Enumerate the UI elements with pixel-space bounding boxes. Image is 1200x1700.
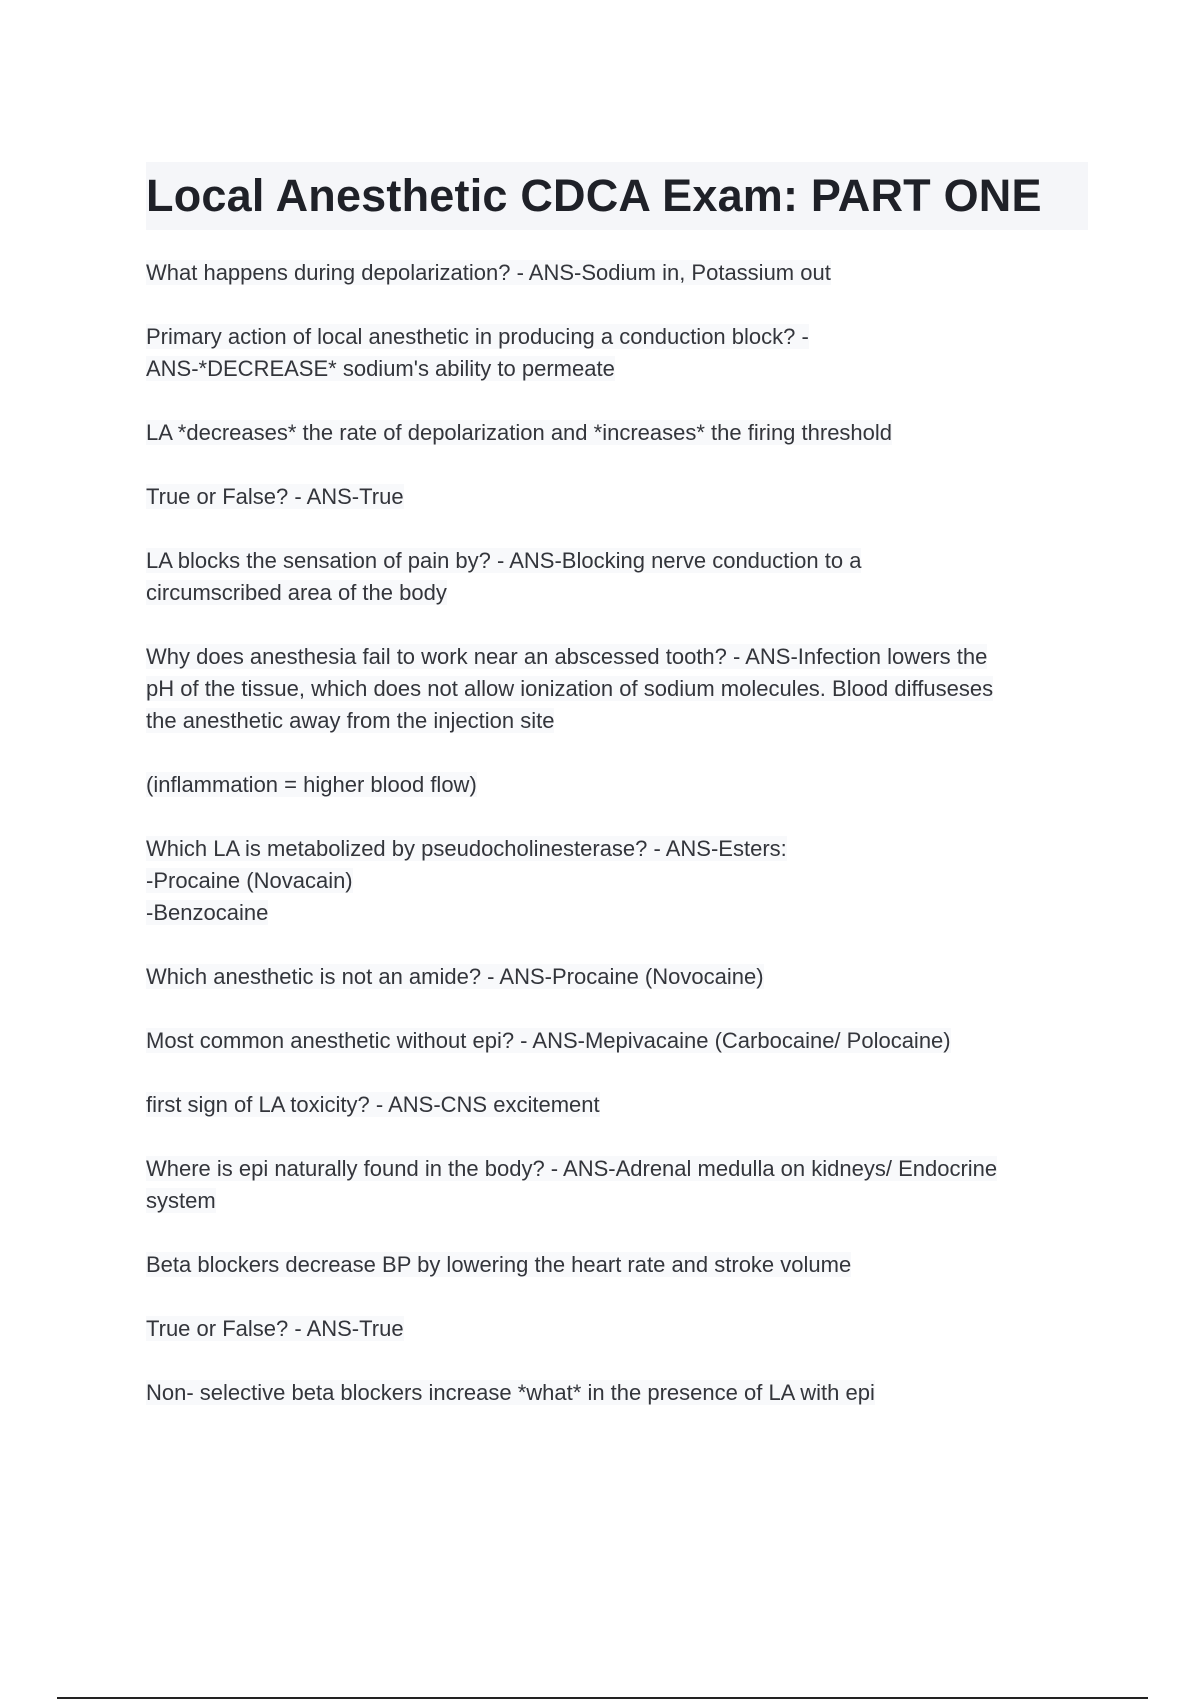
qa-paragraph bbox=[146, 1153, 1096, 1217]
qa-paragraph bbox=[146, 769, 1096, 801]
text-line bbox=[146, 833, 1096, 865]
text-line bbox=[146, 577, 1096, 609]
text-line bbox=[146, 353, 1096, 385]
qa-paragraph bbox=[146, 321, 1096, 385]
footer-divider bbox=[57, 1697, 1148, 1699]
text-line-content: Most common anesthetic without epi? - ANS-Mepivacaine (Carbocaine/ Polocaine) bbox=[146, 1028, 951, 1053]
qa-paragraph bbox=[146, 641, 1096, 737]
text-line bbox=[146, 1153, 1096, 1185]
qa-paragraph bbox=[146, 961, 1096, 993]
text-line bbox=[146, 1185, 1096, 1217]
text-line bbox=[146, 1377, 1096, 1409]
text-line-content: True or False? - ANS-True bbox=[146, 1316, 404, 1341]
qa-paragraph bbox=[146, 1313, 1096, 1345]
text-line-content: circumscribed area of the body bbox=[146, 580, 447, 605]
text-line bbox=[146, 1249, 1096, 1281]
text-line bbox=[146, 545, 1096, 577]
text-line bbox=[146, 321, 1096, 353]
page-title: Local Anesthetic CDCA Exam: PART ONE bbox=[146, 170, 1042, 221]
text-line-content: What happens during depolarization? - ANS-Sodium in, Potassium out bbox=[146, 260, 831, 285]
text-line-content: LA blocks the sensation of pain by? - ANS-Blocking nerve conduction to a bbox=[146, 548, 862, 573]
text-line-content: LA *decreases* the rate of depolarization and *increases* the firing threshold bbox=[146, 420, 893, 445]
text-line-content: Beta blockers decrease BP by lowering the heart rate and stroke volume bbox=[146, 1252, 852, 1277]
text-line-content: Primary action of local anesthetic in producing a conduction block? - bbox=[146, 324, 809, 349]
text-line bbox=[146, 897, 1096, 929]
text-line bbox=[146, 1089, 1096, 1121]
text-line-content: Where is epi naturally found in the body? - ANS-Adrenal medulla on kidneys/ Endocrine bbox=[146, 1156, 998, 1181]
text-line-content: Which anesthetic is not an amide? - ANS-Procaine (Novocaine) bbox=[146, 964, 764, 989]
qa-paragraph bbox=[146, 417, 1096, 449]
text-line-content: Why does anesthesia fail to work near an abscessed tooth? - ANS-Infection lowers the bbox=[146, 644, 988, 669]
qa-paragraph bbox=[146, 481, 1096, 513]
qa-paragraph bbox=[146, 833, 1096, 929]
text-line-content: Non- selective beta blockers increase *what* in the presence of LA with epi bbox=[146, 1380, 875, 1405]
text-line-content: -Benzocaine bbox=[146, 900, 269, 925]
text-line-content: (inflammation = higher blood flow) bbox=[146, 772, 477, 797]
text-line-content: first sign of LA toxicity? - ANS-CNS excitement bbox=[146, 1092, 600, 1117]
qa-paragraph bbox=[146, 1249, 1096, 1281]
text-line-content: pH of the tissue, which does not allow ionization of sodium molecules. Blood diffuseses bbox=[146, 676, 994, 701]
text-line-content: -Procaine (Novacain) bbox=[146, 868, 353, 893]
text-line-content: system bbox=[146, 1188, 216, 1213]
text-line bbox=[146, 641, 1096, 673]
text-line bbox=[146, 673, 1096, 705]
text-line bbox=[146, 417, 1096, 449]
qa-paragraph bbox=[146, 1089, 1096, 1121]
qa-paragraph bbox=[146, 1377, 1096, 1409]
text-line bbox=[146, 705, 1096, 737]
text-line bbox=[146, 1313, 1096, 1345]
qa-paragraph bbox=[146, 545, 1096, 609]
text-line-content: ANS-*DECREASE* sodium's ability to permeate bbox=[146, 356, 615, 381]
qa-paragraph bbox=[146, 257, 1096, 289]
text-line-content: Which LA is metabolized by pseudocholinesterase? - ANS-Esters: bbox=[146, 836, 787, 861]
document-body bbox=[146, 257, 1096, 1441]
text-line bbox=[146, 481, 1096, 513]
text-line-content: True or False? - ANS-True bbox=[146, 484, 404, 509]
qa-paragraph bbox=[146, 1025, 1096, 1057]
text-line bbox=[146, 1025, 1096, 1057]
text-line bbox=[146, 961, 1096, 993]
text-line bbox=[146, 257, 1096, 289]
text-line bbox=[146, 865, 1096, 897]
text-line bbox=[146, 769, 1096, 801]
text-line-content: the anesthetic away from the injection site bbox=[146, 708, 555, 733]
